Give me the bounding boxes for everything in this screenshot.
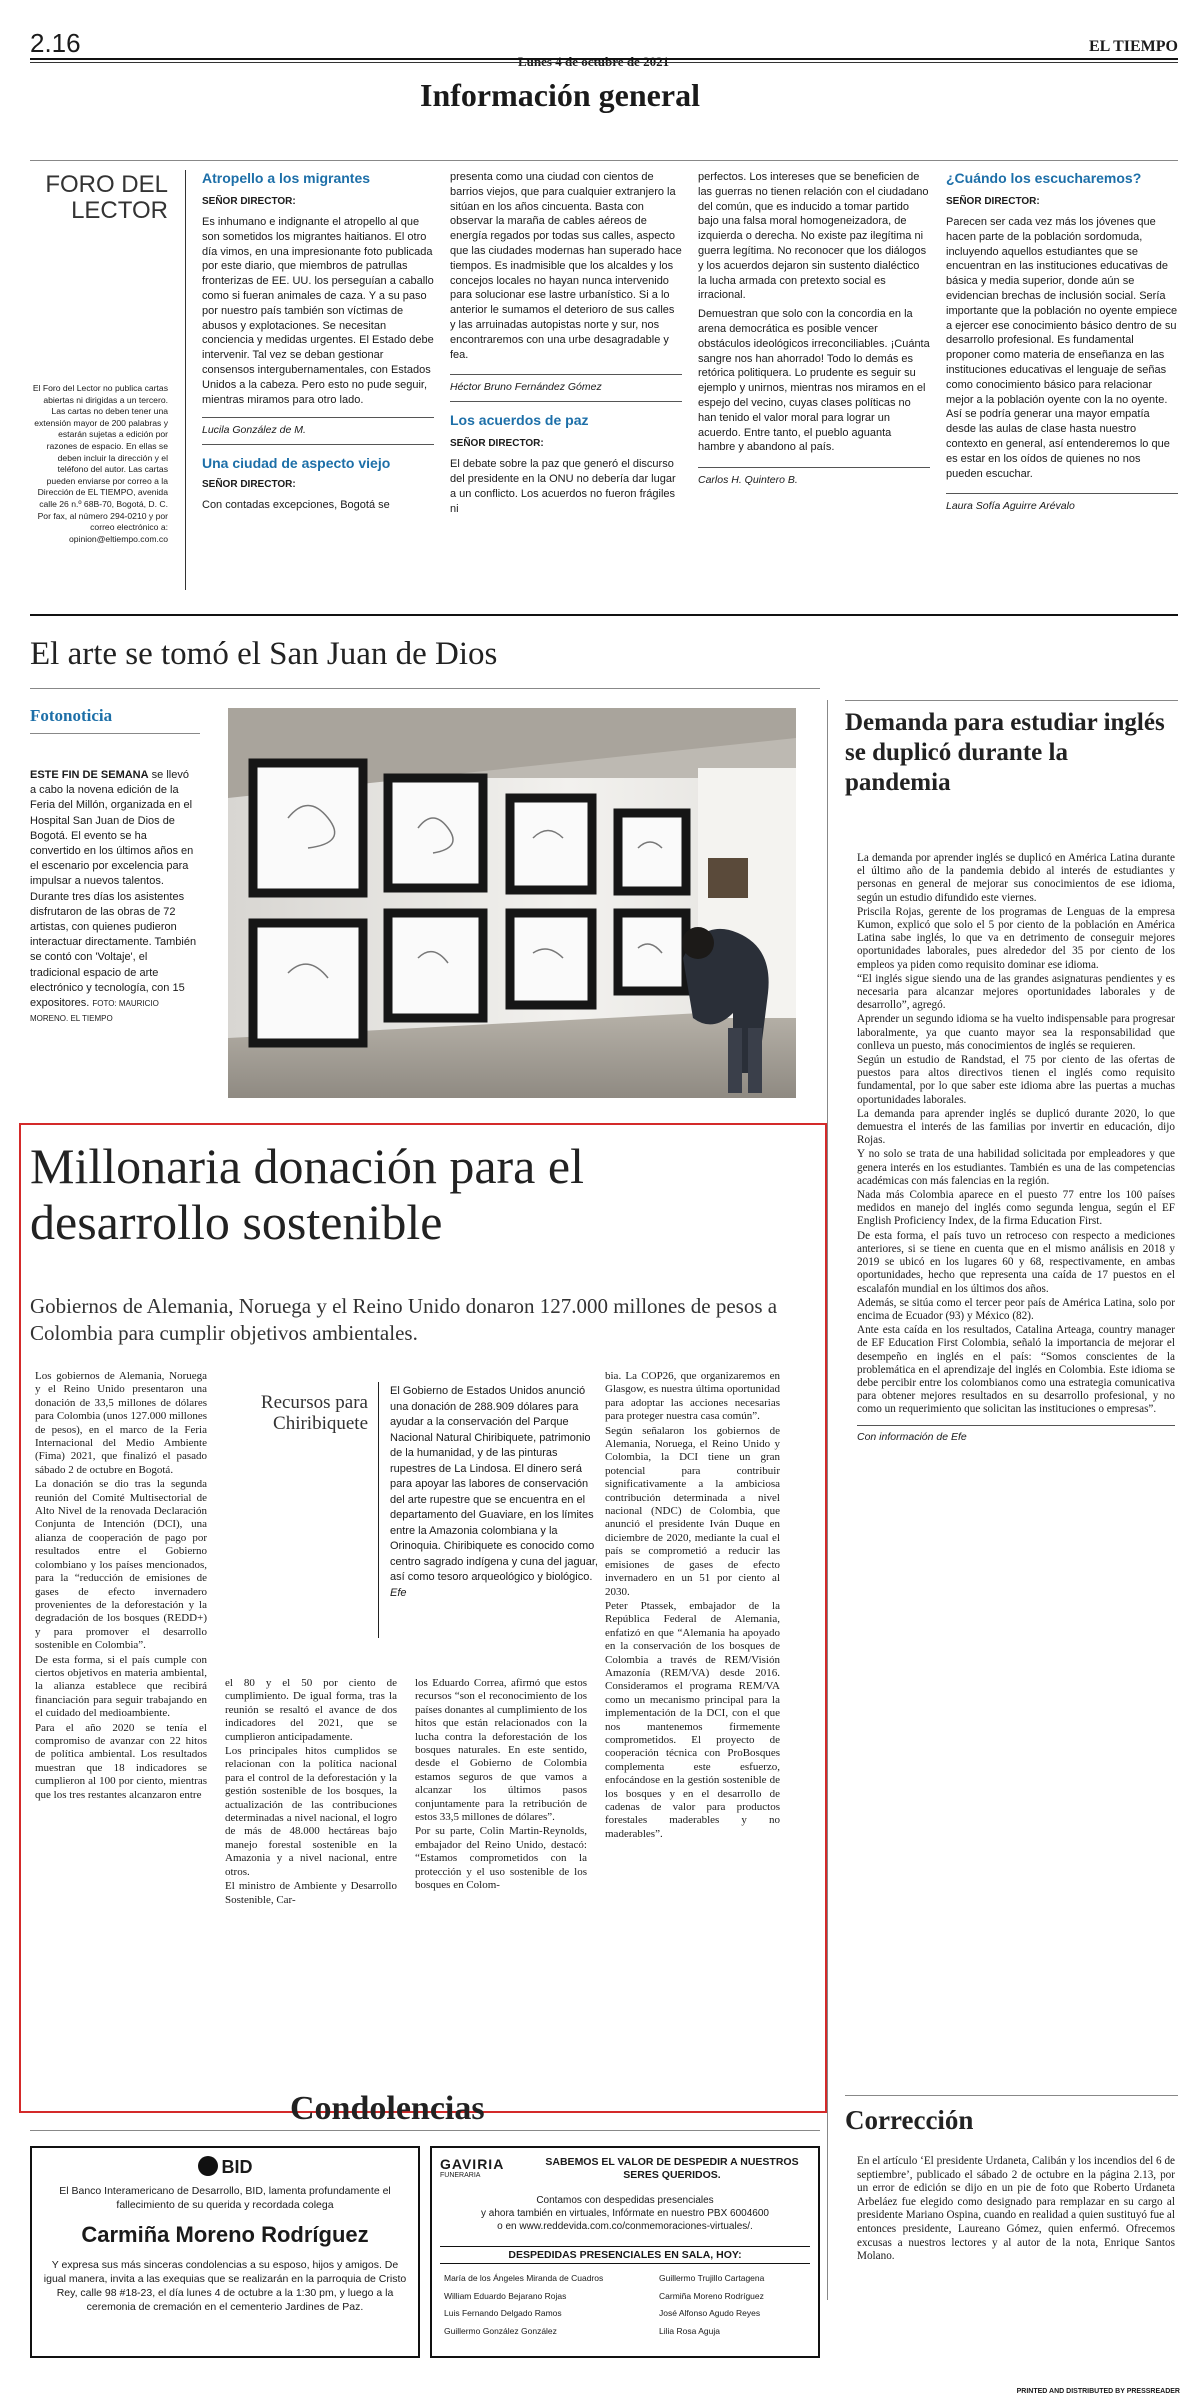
english-p7: Y no solo se trata de una habilidad solicitada por empleadores y que genera interés en los estudiantes. También es una de las competencias académicas con más falencias en la región. — [857, 1148, 1175, 1187]
foro-label-line2: LECTOR — [71, 197, 168, 224]
gaviria-name: Lilia Rosa Aguja — [659, 2325, 720, 2336]
english-top-rule — [845, 700, 1178, 701]
condolencias-rule — [30, 2130, 820, 2131]
english-p3: “El inglés sigue siendo una de las grandes asignaturas pendientes y es necesaria para alcanzar mejores oportunidades laborales y de desarrollo”, agregó. — [857, 972, 1175, 1012]
letter-3-signature: Carlos H. Quintero B. — [698, 474, 798, 487]
gaviria-name: María de los Ángeles Miranda de Cuadros — [444, 2273, 604, 2283]
chiribiquete-text — [390, 1384, 598, 1601]
main-col-4 — [605, 1370, 780, 1842]
chiribiquete-title: Recursos para Chiribiquete — [260, 1392, 368, 1434]
main-c3-p2: Por su parte, Colin Martin-Reynolds, embajador del Reino Unido, destacó: “Estamos comprometidos con la protección y el uso sostenible de los bosques en Colom- — [415, 1825, 587, 1892]
gallery-photo-art — [228, 708, 796, 1098]
fotonoticia-body: se llevó a cabo la novena edición de la Feria del Millón, organizada en el Hospital San Juan de Dios de Bogotá. El evento se ha convertido en los últimos años en el escenario por excelencia para impulsar a nuevos talentos. Durante tres días los asistentes disfrutaron de las obras de 72 artistas, con quienes pudieron interactuar directamente. También se contó con 'Voltaje', el tradicional espacio de arte electrónico y tecnología, con 15 expositores. — [30, 769, 197, 1010]
english-p5: Según un estudio de Randstad, el 75 por ciento de las ofertas de puestos para altos directivos tienen el inglés como requisito fundamental, por lo que saber este idioma abre las puertas a muchas oportunidades laborales. — [857, 1054, 1175, 1106]
chiribiquete-divider — [378, 1382, 379, 1638]
foro-policy: El Foro del Lector no publica cartas abiertas ni dirigidas a un tercero. Las cartas no deben tener una extensión mayor de 200 palabras y estarán sujetas a edición por razones de espacio. En ellas se deben incluir la dirección y el teléfono del autor. Las cartas pueden enviarse por correo a la Dirección de EL TIEMPO, avenida calle 26 n.º 68B-70, Bogotá, D. C. Por fax, al número 294-0210 y por correo electrónico a: opinion@eltiempo.com.co — [32, 383, 168, 544]
main-col-1 — [35, 1370, 207, 1803]
header-rule — [30, 58, 1178, 60]
foro-bottom-rule — [30, 614, 1178, 616]
bid-logo — [42, 2156, 408, 2178]
gaviria-notice — [430, 2146, 820, 2358]
chiribiquete-body: El Gobierno de Estados Unidos anunció una donación de 288.909 dólares para ayudar a la conservación del Parque Nacional Natural Chiribiquete, patrimonio de la humanidad, y de las pinturas rupestres de La Lindosa. El dinero será para apoyar las labores de conservación del arte rupestre que se encuentra en el departamento del Guaviare, en los límites entre la Amazonia colombiana y la Orinoquia. Chiribiquete es conocido como centro sagrado indígena y cuna del jaguar, así como tesoro arqueológico y biológico. — [390, 1385, 598, 1583]
english-signature: Con información de Efe — [857, 1430, 967, 1443]
chiribiquete-box — [218, 1370, 598, 1670]
english-p2: Priscila Rojas, gerente de los programas de Lenguas de la empresa Kumon, explicó que solo el 5 por ciento de la población en América Latina sabe inglés, lo que va en detrimento de conseguir mejores oportunidades laborales, pues alrededor del 35 por ciento de los empleos ya piden como requisito dominar ese idioma. — [857, 905, 1175, 971]
main-c1-p1: Los gobiernos de Alemania, Noruega y el Reino Unido presentaron una donación de 33,5 millones de dólares para Colombia (unos 127.000 millones de pesos), en el marco de la Feria Internacional del Medio Ambiente (Fima) 2021, que finalizó el pasado sábado 2 de octubre en Bogotá. — [35, 1370, 207, 1476]
gaviria-names — [444, 2270, 814, 2340]
english-body — [857, 852, 1175, 1444]
main-c3-p1: los Eduardo Correa, afirmó que estos recursos “son el reconocimiento de los países donantes al cumplimiento de los hitos que están relacionados con la lucha contra la deforestación de los bosques naturales. En este sentido, desde el Gobierno de Colombia estamos seguros de que vamos a alcanzar los últimos pasos conjuntamente para la retribución de estos 33,5 millones de dólares”. — [415, 1677, 587, 1824]
letter-2-title: Una ciudad de aspecto viejo — [202, 455, 391, 472]
gaviria-name: José Alfonso Agudo Reyes — [659, 2308, 761, 2318]
main-headline: Millonaria donación para el desarrollo sostenible — [30, 1138, 584, 1250]
foro-label — [30, 172, 168, 224]
gallery-photo — [228, 708, 796, 1098]
main-c4-p2: Según señalaron los gobiernos de Alemania, Noruega, el Reino Unido y Colombia, la DCI tiene un gran potencial para contribuir significativamente a la ambiciosa contribución determinada a nivel nacional (NDC) de Colombia, que anunció el presidente Iván Duque en diciembre de 2020, mediante la cual el país se comprometió a reducir las emisiones de gases de efecto invernadero en un 51 por ciento al 2030. — [605, 1424, 780, 1598]
fotonoticia-text — [30, 768, 198, 1026]
main-c1-p2: La donación se dio tras la segunda reunión del Comité Multisectorial de Alto Nivel de la renovada Declaración Conjunta de Intención (DCI), una alianza de cooperación de pago por resultados entre el Gobierno colombiano y los países mencionados, para la “reducción de emisiones de gases de efecto invernadero provenientes de la deforestación y la degradación de los bosques (REDD+) y para promover el desarrollo sostenible en Colombia”. — [35, 1478, 207, 1652]
fotonoticia-label-rule — [30, 733, 200, 734]
gaviria-name: Guillermo Trujillo Cartagena — [659, 2273, 765, 2283]
letter-3-cont — [698, 170, 930, 486]
main-c1-p4: Para el año 2020 se tenía el compromiso de avanzar con 22 hitos de política ambiental. Los resultados muestran que 18 indicadores se cumplieron al 100 por ciento, mientras que los tres restantes alcanzaron entre — [35, 1721, 207, 1801]
newspaper-brand: EL TIEMPO — [1088, 38, 1178, 55]
foro-divider — [185, 170, 186, 590]
letter-2-signature: Héctor Bruno Fernández Gómez — [450, 381, 602, 394]
letter-3-body-c: Demuestran que solo con la concordia en la arena democrática es posible vencer obstáculos ideológicos irreconciliables. ¡Cuánta sangre nos han ahorrado! Todo lo demás es retórica politiquera. Lo prudente es seguir su ejemplo y unirnos, mientras nos miramos en el espejo del vecino, cuyas clases políticas no han tenido el valor moral para lograr un acuerdo. Entre tanto, el pueblo aguanta hambre y abandono al país. — [698, 308, 930, 454]
letter-4 — [946, 170, 1178, 512]
letter-2-salutation: SEÑOR DIRECTOR: — [202, 479, 296, 491]
page-number: 2.16 — [30, 28, 81, 58]
bid-deceased-name: Carmiña Moreno Rodríguez — [81, 2222, 369, 2247]
letter-3-body-a: El debate sobre la paz que generó el discurso del presidente en la ONU no debería dar lugar a un conflicto. Los acuerdos no fueron frágiles ni — [450, 458, 676, 515]
bid-text: Y expresa sus más sinceras condolencias a su esposo, hijos y amigos. De igual manera, invita a las exequias que se realizarán en la parroquia de Cristo Rey, calle 98 #18-23, el día lunes 4 de octubre a la 1:30 pm, y luego a la ceremonia de cremación en el cementerio Jardines de Paz. — [43, 2259, 407, 2313]
section-rule — [30, 160, 1178, 161]
gaviria-logo-text: GAVIRIA — [440, 2156, 505, 2172]
gaviria-logo — [440, 2156, 530, 2179]
main-col-2 — [225, 1677, 397, 1908]
english-p8: Nada más Colombia aparece en el puesto 77 entre los 100 países medidos en manejo del inglés como segunda lengua, según el EF English Proficiency Index, de la firma Education First. — [857, 1189, 1175, 1228]
photo-headline-rule — [30, 688, 820, 689]
letter-1-body: Es inhumano e indignante el atropello al que son sometidos los migrantes haitianos. El otro día vimos, en una impresionante foto publicada por este diario, que miembros de patrullas fronterizas de EE. UU. los perseguían a caballo como si fueran animales de caza. Y a su paso por nuestro país también son víctimas de abusos y explotaciones. Se necesitan conciencia y medidas urgentes. El Estado debe intervenir. Tal vez se deban gestionar consensos intergubernamentales, con Estados Unidos a la cabeza. Pero esto no pude seguir, mientras miramos para otro lado. — [202, 216, 434, 406]
english-headline: Demanda para estudiar inglés se duplicó durante la pandemia — [845, 709, 1165, 796]
fotonoticia-lead: ESTE FIN DE SEMANA — [30, 769, 149, 781]
gaviria-logo-sub: FUNERARIA — [440, 2172, 481, 2179]
letter-1 — [202, 170, 434, 513]
gaviria-name: Luis Fernando Delgado Ramos — [444, 2308, 562, 2318]
main-col-3 — [415, 1677, 587, 1894]
correccion-title: Corrección — [845, 2105, 974, 2135]
correccion-text: En el artículo ‘El presidente Urdaneta, Calibán y los incendios del 6 de septiembre’, publicado el sábado 2 de octubre en la página 2.13, por un error de edición se dijo en un pie de foto que Roberto Urdaneta Arbeláez fue elegido como designado para remplazar en su cargo al presidente Mariano Ospina, cuando en realidad a quien sustituyó fue al entonces presidente, Laureano Gómez, quien enfermó. Ofrecemos excusas a nuestros lectores y al autor de la nota, Enrique Santos Molano. — [857, 2155, 1175, 2263]
letter-3-body-b: perfectos. Los intereses que se beneficien de las guerras no tienen relación con el ciudadano del común, que es inducido a tomar partido bajo una falsa moral homogeneizadora, de izquierda o derecha. No existe paz ilegítima ni guerra legítima. No reconocer que los diálogos y los acuerdos dejaron sin sustento dialéctico la lucha armada con pretexto social es irracional. — [698, 171, 929, 302]
main-deck: Gobiernos de Alemania, Noruega y el Reino Unido donaron 127.000 millones de pesos a Colombia para cumplir objetivos ambientales. — [30, 1294, 778, 1345]
bid-intro: El Banco Interamericano de Desarrollo, BID, lamenta profundamente el fallecimiento de su querida y recordada colega — [59, 2185, 391, 2211]
photo-headline: El arte se tomó el San Juan de Dios — [30, 636, 498, 672]
gaviria-info-b: y ahora también en virtuales, Infórmate en nuestro PBX 6004600 — [481, 2208, 769, 2219]
page-header — [30, 28, 1178, 113]
english-p9: De esta forma, el país tuvo un retroceso con respecto a mediciones anteriores, si se tiene en cuenta que en el mismo análisis en 2018 y 2019 se ubicó en los lugares 60 y 68, respectivamente, en ambas oportunidades, hecho que representa una caída de 17 puestos en el escalafón mundial en los últimos dos años. — [857, 1229, 1175, 1295]
english-p4: Aprender un segundo idioma se ha vuelto indispensable para progresar laboralmente, ya que cuanto mayor sea la responsabilidad que conlleva un puesto, más conocimientos de inglés se requieren. — [857, 1013, 1175, 1052]
english-p10: Además, se sitúa como el tercer peor país de América Latina, solo por encima de Ecuador (93) y México (82). — [857, 1296, 1175, 1322]
letter-3-salutation: SEÑOR DIRECTOR: — [450, 438, 544, 450]
section-title: Información general — [420, 77, 700, 113]
gaviria-name: William Eduardo Bejarano Rojas — [444, 2290, 567, 2301]
letter-4-signature: Laura Sofía Aguirre Arévalo — [946, 500, 1075, 513]
main-c2-p2: Los principales hitos cumplidos se relacionan con la política nacional para el control de la deforestación y la gestión sostenible de los bosques, la actualización de las contribuciones determinadas a nivel nacional, el logro de más de 48.000 hectáreas bajo manejo forestal sostenible en la Amazonia y a nivel nacional, entre otros. — [225, 1745, 397, 1878]
letter-2-body-b: presenta como una ciudad con cientos de barrios viejos, que para cualquier extranjero la sitúan en los años cincuenta. Basta con observar la maraña de cables aéreos de energía regados por todas sus calles, aspecto que las ciudades modernas han superado hace tiempos. Es inadmisible que los alcaldes y los concejos locales no hayan nunca intervenido para solucionar ese lastre urbanístico. Si a lo anterior le sumamos el deterioro de sus calles y las arruinadas autopistas norte y sur, nos encontraremos con una urbe desagradable y fea. — [450, 171, 682, 361]
letter-4-body: Parecen ser cada vez más los jóvenes que hacen parte de la población sordomuda, incluyendo aquellos estudiantes que se encuentran en las instituciones educativas de básica y media superior, donde aún se evidencian brechas de inclusión social. Sería importante que la población no oyente empiece a ejercer ese conocimiento básico dentro de su desarrollo profesional. Es fundamental proponer como materia de enseñanza en las instituciones educativas el lenguaje de señas como conocimiento básico para relacionar mejor a la población oyente con la no oyente. Así se podría generar una mayor empatía desde las aulas de clase hasta nuestro contexto en general, así entenderemos lo que es estar en los oídos de quienes no nos pueden escuchar. — [946, 216, 1178, 480]
correccion-rule — [845, 2095, 1178, 2096]
gaviria-slogan: SABEMOS EL VALOR DE DESPEDIR A NUESTROS SERES QUERIDOS. — [545, 2156, 799, 2181]
gaviria-info-c: o en www.reddevida.com.co/conmemoraciones-virtuales/. — [497, 2221, 753, 2232]
letter-2-body-a: Con contadas excepciones, Bogotá se — [202, 499, 390, 512]
foro-label-line1: FORO DEL — [45, 171, 168, 198]
english-p1: La demanda por aprender inglés se duplicó en América Latina durante el último año de la pandemia debido al interés de estudiantes y personas en general de mejorar sus conocimientos de ese idioma, según un estudio difundido este viernes. — [857, 852, 1175, 904]
gaviria-name: Carmiña Moreno Rodríguez — [659, 2290, 764, 2301]
condolencias-title: Condolencias — [290, 2090, 485, 2127]
main-c2-p3: El ministro de Ambiente y Desarrollo Sostenible, Car- — [225, 1880, 397, 1906]
main-c4-p3: Peter Ptassek, embajador de la República Federal de Alemania, enfatizó en que “Alemania ha apoyado en la conservación de los bosques de Colombia a través de REM/Visión Amazonía (REM/VA) desde 2016. Consideramos el programa REM/VA como un mecanismo principal para la implementación de la DCI, con el que nos mantenemos firmemente comprometidos. El proyecto de cooperación técnica con ProBosques complementa este esfuerzo, enfocándose en la gestión sostenible de los bosques y en el desarrollo de cadenas de valor para productos forestales maderables y no maderables”. — [605, 1599, 780, 1840]
letter-1-signature: Lucila González de M. — [202, 424, 306, 437]
chiribiquete-signature: Efe — [390, 1586, 407, 1599]
header-rule-2 — [30, 62, 1178, 63]
bid-logo-text: BID — [221, 2157, 253, 2177]
letter-3-title: Los acuerdos de paz — [450, 412, 589, 429]
photo-credit: FOTO: MAURICIO MORENO. EL TIEMPO — [30, 999, 159, 1024]
bid-notice — [30, 2146, 420, 2358]
letter-2-cont — [450, 170, 682, 517]
letter-1-title: Atropello a los migrantes — [202, 170, 371, 186]
letter-4-title: ¿Cuándo los escucharemos? — [946, 170, 1142, 186]
right-column-divider — [827, 700, 828, 2300]
gaviria-name: Guillermo González González — [444, 2325, 557, 2336]
fotonoticia-label: Fotonoticia — [30, 706, 113, 725]
main-c1-p3: De esta forma, si el país cumple con ciertos objetivos en materia ambiental, la alianza establece que recibirá financiación para seguir trabajando en el cuidado del medioambiente. — [35, 1653, 207, 1720]
english-p6: La demanda para aprender inglés se duplicó durante 2020, lo que demuestra el interés de las familias por invertir en educación, dijo Rojas. — [857, 1107, 1175, 1147]
gaviria-info — [440, 2194, 810, 2233]
pressreader-footer: PRINTED AND DISTRIBUTED BY PRESSREADER — [1016, 2388, 1180, 2395]
main-c2-p1: el 80 y el 50 por ciento de cumplimiento. De igual forma, tras la reunión se resaltó el avance de dos indicadores del 2021, que se cumplieron anticipadamente. — [225, 1677, 397, 1743]
letter-4-salutation: SEÑOR DIRECTOR: — [946, 196, 1040, 207]
main-c4-p1: bia. La COP26, que organizaremos en Glasgow, es nuestra última oportunidad para adoptar las acciones necesarias para proteger nuestra casa común”. — [605, 1370, 780, 1423]
gaviria-list-title: DESPEDIDAS PRESENCIALES EN SALA, HOY: — [440, 2246, 810, 2264]
letter-1-salutation: SEÑOR DIRECTOR: — [202, 196, 296, 207]
gaviria-info-a: Contamos con despedidas presenciales — [536, 2195, 714, 2206]
bid-logo-icon — [198, 2156, 218, 2176]
english-p11: Ante esta caída en los resultados, Catalina Arteaga, country manager de EF Education First Colombia, señaló la importancia de mejorar el desempeño en inglés en el país: “Somos conscientes de la problemática en el aprendizaje del inglés en Colombia. Este idioma se debe percibir entre los colombianos como una estrategia comunicativa para obtener mejores resultados en su desarrollo profesional, y no como un requerimiento que solicitan las instituciones o empresas”. — [857, 1324, 1175, 1416]
